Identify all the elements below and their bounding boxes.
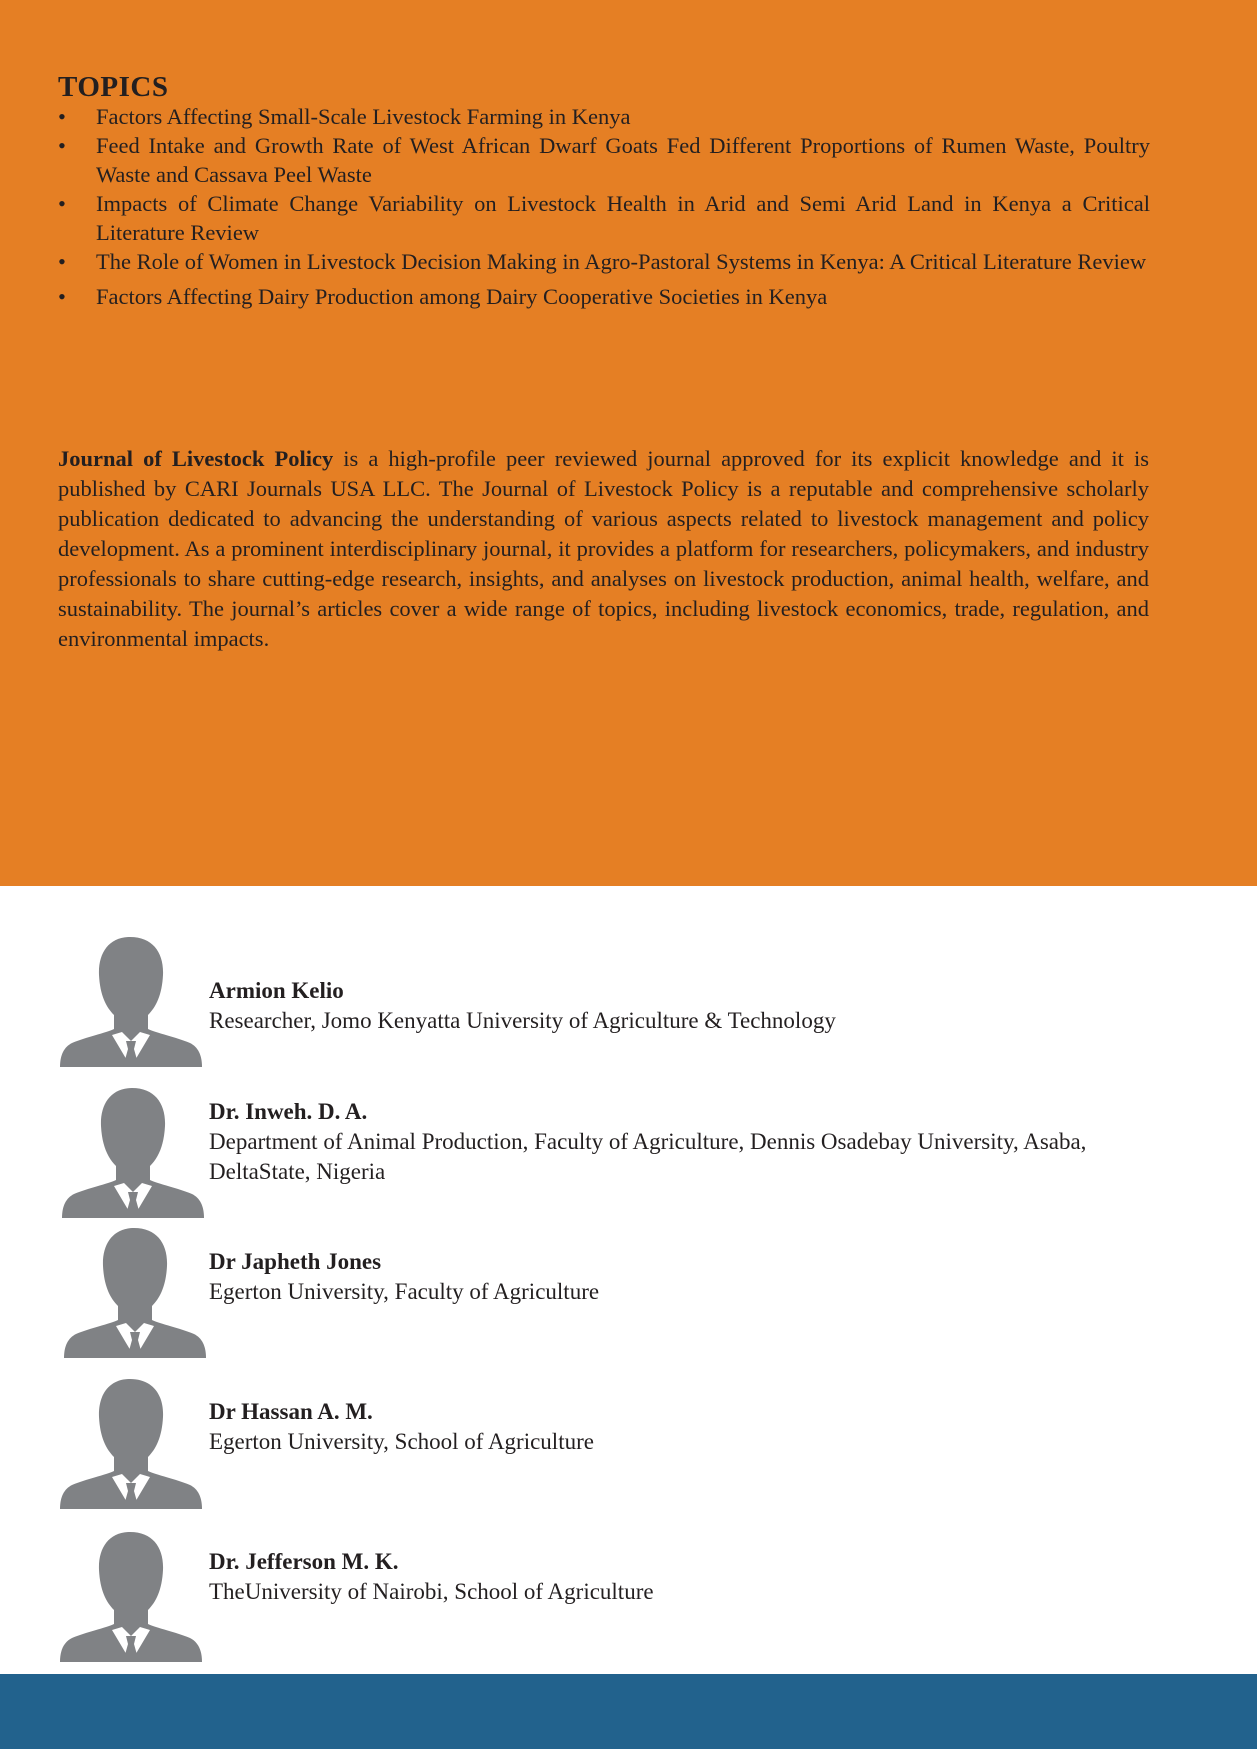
topic-item [58,131,1150,189]
editor-name: Dr. Jefferson M. K. [209,1549,399,1574]
editor-name: Armion Kelio [209,978,344,1003]
topic-item [58,247,1150,276]
topic-item [58,102,1150,131]
bullet-icon: • [58,284,66,309]
editor-name: Dr. Inweh. D. A. [209,1099,368,1124]
footer-band [0,1674,1257,1749]
topic-text: Factors Affecting Small-Scale Livestock Farming in Kenya [96,104,631,129]
bullet-icon: • [58,133,66,158]
editor-affiliation: Researcher, Jomo Kenyatta University of Agriculture & Technology [209,1008,836,1033]
editor-name: Dr Japheth Jones [209,1249,382,1274]
person-silhouette-icon [60,937,202,1067]
bullet-icon: • [58,191,66,216]
person-silhouette-icon [60,1379,202,1509]
person-silhouette-icon [64,1228,206,1358]
topic-text: Impacts of Climate Change Variability on Livestock Health in Arid and Semi Arid Land in Kenya a Critical Literature Review [96,191,1150,245]
topic-text: The Role of Women in Livestock Decision Making in Agro-Pastoral Systems in Kenya: A Critical Literature Review [96,249,1147,274]
editor-affiliation: Egerton University, Faculty of Agriculture [209,1279,600,1304]
bullet-icon: • [58,249,66,274]
topics-list [58,102,1150,311]
person-silhouette-icon [60,1532,202,1662]
topic-item [58,282,1150,311]
topic-text: Feed Intake and Growth Rate of West African Dwarf Goats Fed Different Proportions of Rumen Waste, Poultry Waste and Cassava Peel Waste [96,133,1150,187]
journal-name: Journal of Livestock Policy [58,446,334,471]
editor-affiliation: Egerton University, School of Agriculture [209,1429,594,1454]
topic-item [58,189,1150,247]
editor-affiliation: Department of Animal Production, Faculty of Agriculture, Dennis Osadebay University, Asaba, DeltaState, Nigeria [209,1129,1087,1184]
editor-affiliation: TheUniversity of Nairobi, School of Agriculture [209,1579,654,1604]
person-silhouette-icon [62,1088,204,1218]
bullet-icon: • [58,104,66,129]
journal-description-text: is a high-profile peer reviewed journal approved for its explicit knowledge and it is published by CARI Journals USA LLC. The Journal of Livestock Policy is a reputable and comprehensive scholarly publication dedicated to advancing the understanding of various aspects related to livestock management and policy development. As a prominent interdisciplinary journal, it provides a platform for researchers, policymakers, and industry professionals to share cutting-edge research, insights, and analyses on livestock production, animal health, welfare, and sustainability. The journal’s articles cover a wide range of topics, including livestock economics, trade, regulation, and environmental impacts. [58,446,1149,651]
topics-heading: TOPICS [58,71,169,103]
editor-name: Dr Hassan A. M. [209,1399,373,1424]
topic-text: Factors Affecting Dairy Production among Dairy Cooperative Societies in Kenya [96,284,828,309]
journal-description [58,444,1149,654]
